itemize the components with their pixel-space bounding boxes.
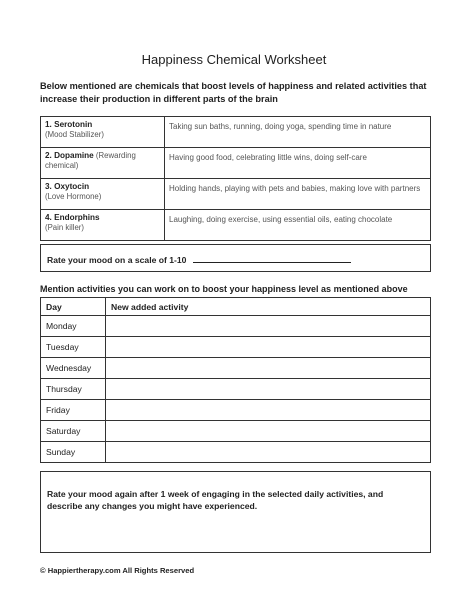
chemical-name-cell [41,148,165,179]
mood-rating-box [40,244,431,272]
table-row [41,358,431,379]
chemical-name-cell [41,210,165,241]
table-header-row [41,298,431,316]
day-label: Saturday [41,421,106,442]
chemical-activities: Holding hands, playing with pets and babies, making love with partners [165,179,431,210]
day-label: Tuesday [41,337,106,358]
final-reflection-prompt: Rate your mood again after 1 week of engaging in the selected daily activities, and describe any changes you might have experienced. [47,489,384,511]
chemical-name: 3. Oxytocin [45,182,90,191]
day-label: Thursday [41,379,106,400]
chemical-row [41,117,431,148]
mood-rating-blank[interactable] [193,254,351,263]
activity-cell[interactable] [106,421,431,442]
chemical-activities: Taking sun baths, running, doing yoga, spending time in nature [165,117,431,148]
chemical-name: 4. Endorphins [45,213,100,222]
copyright-footer: © Happiertherapy.com All Rights Reserved [40,566,195,575]
chemical-note: (Pain killer) [45,223,84,232]
table-row [41,442,431,463]
worksheet-title: Happiness Chemical Worksheet [141,52,327,67]
table-row [41,337,431,358]
chemical-note: (Mood Stabilizer) [45,130,104,139]
chemical-name: 1. Serotonin [45,120,93,129]
activity-cell[interactable] [106,379,431,400]
day-label: Friday [41,400,106,421]
day-label: Monday [41,316,106,337]
daily-activity-table [40,297,431,463]
activity-cell[interactable] [106,316,431,337]
chemical-row [41,179,431,210]
table-row [41,316,431,337]
day-label: Wednesday [41,358,106,379]
table-row [41,379,431,400]
mood-rating-prompt: Rate your mood on a scale of 1-10 [47,255,187,265]
final-reflection-box[interactable] [40,471,431,553]
chemical-activities: Laughing, doing exercise, using essential oils, eating chocolate [165,210,431,241]
chemical-row [41,148,431,179]
day-label: Sunday [41,442,106,463]
table-row [41,400,431,421]
intro-text: Below mentioned are chemicals that boost levels of happiness and related activities that increase their production in different parts of the brain [40,81,427,104]
chemical-name-cell [41,179,165,210]
table-row [41,421,431,442]
activity-cell[interactable] [106,400,431,421]
activity-cell[interactable] [106,337,431,358]
chemical-activities: Having good food, celebrating little wins, doing self-care [165,148,431,179]
chemical-row [41,210,431,241]
activities-heading: Mention activities you can work on to boost your happiness level as mentioned above [40,284,408,294]
activity-cell[interactable] [106,358,431,379]
activity-cell[interactable] [106,442,431,463]
chemicals-table [40,116,431,241]
day-column-header: Day [41,298,106,316]
chemical-note: (Rewarding chemical) [45,151,136,170]
chemical-note: (Love Hormone) [45,192,102,201]
mood-rating-line [47,254,351,265]
activity-column-header: New added activity [106,298,431,316]
chemical-name-cell [41,117,165,148]
chemical-name: 2. Dopamine [45,151,94,160]
